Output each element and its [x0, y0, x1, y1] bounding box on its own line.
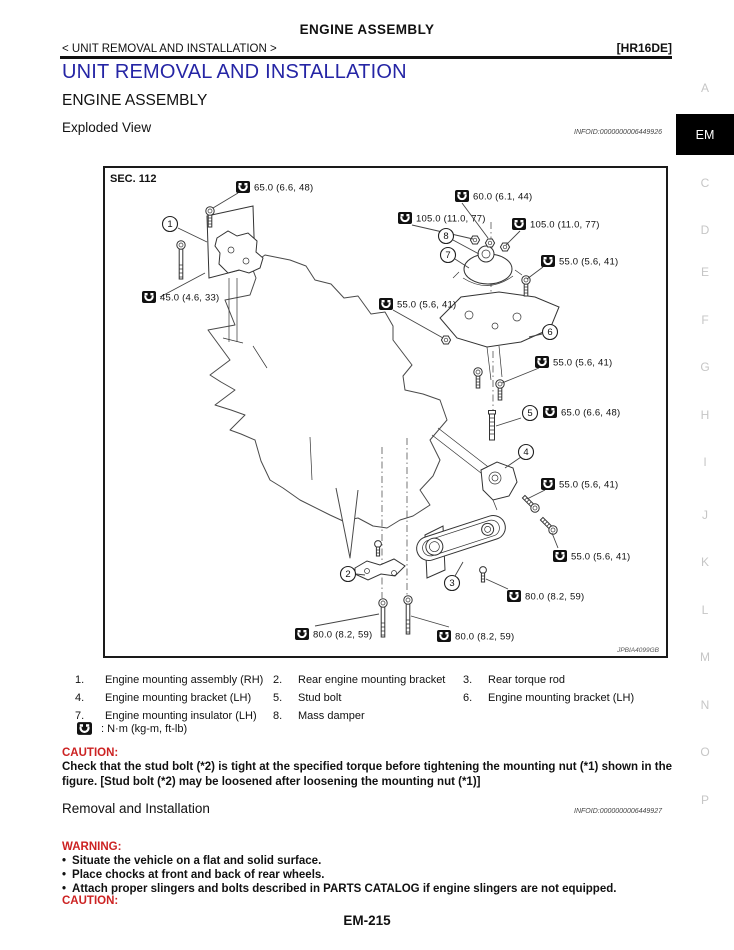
callout-4	[519, 445, 534, 460]
part-rear-bracket	[481, 462, 517, 510]
torque-spec-label	[295, 628, 372, 641]
torque-spec-label	[541, 478, 618, 491]
page-subtitle: ENGINE ASSEMBLY	[62, 92, 208, 109]
torque-spec-label	[507, 590, 584, 603]
section-tab-j: J	[702, 508, 708, 522]
callout-6	[543, 325, 558, 340]
callout-1	[163, 217, 178, 232]
infoid-removal: INFOID:0000000006449927	[574, 808, 662, 815]
nut	[441, 336, 450, 344]
torque-spec-label	[379, 298, 456, 311]
bullet-icon: •	[62, 855, 67, 867]
svg-text:65.0 (6.6, 48): 65.0 (6.6, 48)	[254, 182, 314, 194]
caution-body: Check that the stud bolt (*2) is tight at the specified torque before tightening the mounting nut (*1) shown in the figure. [Stud bolt (*2) may be loosened after loosening the mounting nut (*1)]	[62, 761, 672, 788]
warning-item: Situate the vehicle on a flat and solid surface.	[72, 855, 322, 867]
section-heading-removal: Removal and Installation	[62, 801, 210, 816]
part-num: 4.	[75, 692, 85, 704]
svg-text:105.0 (11.0, 77): 105.0 (11.0, 77)	[416, 213, 486, 225]
bolt	[539, 516, 559, 536]
bolt	[379, 599, 387, 637]
torque-spec-label	[236, 181, 313, 194]
svg-text:4: 4	[523, 447, 529, 458]
section-tab-f: F	[701, 313, 709, 327]
torque-spec-label	[541, 255, 618, 268]
torque-spec-label	[142, 291, 219, 304]
section-tab-m: M	[700, 650, 710, 664]
figure-sec-label: SEC. 112	[110, 173, 157, 185]
warning-item: Place chocks at front and back of rear wheels.	[72, 869, 325, 882]
part-num: 7.	[75, 710, 85, 722]
parts-list	[75, 674, 694, 723]
nut	[500, 243, 509, 251]
active-section-tab-em[interactable]: EM	[676, 114, 734, 155]
torque-spec-label	[455, 190, 532, 203]
part-name: Mass damper	[298, 710, 365, 722]
section-tab-l: L	[701, 603, 709, 617]
svg-text:65.0 (6.6, 48): 65.0 (6.6, 48)	[561, 407, 621, 419]
breadcrumb: < UNIT REMOVAL AND INSTALLATION >	[62, 43, 277, 55]
warning-block	[62, 840, 672, 897]
part-name: Engine mounting bracket (LH)	[488, 692, 635, 704]
part-name: Engine mounting insulator (LH)	[105, 710, 257, 722]
bullet-icon: •	[62, 883, 67, 896]
caution-block-1	[62, 746, 672, 790]
svg-text:45.0 (4.6, 33): 45.0 (4.6, 33)	[160, 292, 220, 304]
svg-text:3: 3	[449, 578, 455, 589]
stud	[375, 541, 382, 556]
caution-label: CAUTION:	[62, 747, 119, 759]
part-stud-bolt	[489, 411, 496, 441]
part-rear-torque-rod	[414, 512, 509, 563]
section-tab-e: E	[700, 265, 709, 279]
bullet-icon: •	[62, 869, 67, 882]
svg-text:7: 7	[445, 250, 451, 261]
svg-text:8: 8	[443, 231, 449, 242]
bolt	[474, 368, 482, 388]
section-tab-c: C	[700, 176, 710, 190]
section-tab-h: H	[700, 408, 710, 422]
part-num: 3.	[463, 674, 473, 686]
svg-text:2: 2	[345, 569, 351, 580]
section-tab-p: P	[700, 793, 709, 807]
warning-label: WARNING:	[62, 841, 122, 853]
svg-text:1: 1	[167, 219, 173, 230]
infoid-exploded-view: INFOID:0000000006449926	[574, 129, 662, 136]
warning-item: Attach proper slingers and bolts described in PARTS CATALOG if engine slingers are not equipped.	[72, 883, 617, 896]
callout-3	[445, 576, 460, 591]
section-tab-d: D	[700, 223, 710, 237]
torque-wrench-icon	[77, 722, 92, 735]
torque-legend	[77, 722, 187, 735]
engine-fin	[336, 488, 358, 558]
svg-text:6: 6	[547, 327, 553, 338]
part-name: Rear torque rod	[488, 674, 566, 686]
figure-id: JPBIA4099GB	[617, 647, 659, 654]
svg-text:55.0 (5.6, 41): 55.0 (5.6, 41)	[553, 357, 613, 369]
bolt	[177, 241, 185, 279]
exploded-view-svg	[103, 166, 668, 658]
section-tab-k: K	[700, 555, 709, 569]
svg-text:80.0 (8.2, 59): 80.0 (8.2, 59)	[455, 631, 515, 643]
svg-text:80.0 (8.2, 59): 80.0 (8.2, 59)	[525, 591, 585, 603]
part-rear-engine-mounting-bracket	[355, 559, 405, 580]
running-header-title: ENGINE ASSEMBLY	[299, 22, 435, 37]
part-name: Rear engine mounting bracket	[298, 674, 446, 686]
bolt	[404, 596, 412, 634]
torque-legend-text: : N·m (kg-m, ft-lb)	[101, 722, 188, 735]
engine-outline	[208, 255, 447, 528]
part-num: 5.	[273, 692, 283, 704]
bolt	[522, 276, 530, 296]
running-header-row	[62, 41, 672, 55]
section-tab-g: G	[700, 360, 710, 374]
section-tab-i: I	[703, 455, 707, 469]
part-name: Engine mounting assembly (RH)	[105, 674, 264, 686]
svg-text:55.0 (5.6, 41): 55.0 (5.6, 41)	[559, 479, 619, 491]
section-tab-o: O	[700, 745, 710, 759]
header-rule	[60, 56, 672, 59]
callout-7	[441, 248, 456, 263]
svg-text:80.0 (8.2, 59): 80.0 (8.2, 59)	[313, 629, 373, 641]
nut	[485, 239, 494, 247]
caution-label-2: CAUTION:	[62, 895, 119, 907]
part-num: 1.	[75, 674, 85, 686]
torque-spec-label	[437, 630, 514, 643]
svg-text:55.0 (5.6, 41): 55.0 (5.6, 41)	[571, 551, 631, 563]
part-num: 2.	[273, 674, 283, 686]
callout-5	[523, 406, 538, 421]
part-num: 6.	[463, 692, 473, 704]
svg-text:105.0 (11.0, 77): 105.0 (11.0, 77)	[530, 219, 600, 231]
callout-2	[341, 567, 356, 582]
stud	[480, 567, 487, 582]
callout-8	[439, 229, 454, 244]
nut	[470, 236, 479, 244]
page-title: UNIT REMOVAL AND INSTALLATION	[62, 61, 407, 83]
svg-text:5: 5	[527, 408, 533, 419]
torque-spec-label	[512, 218, 600, 231]
part-name: Engine mounting bracket (LH)	[105, 692, 252, 704]
svg-text:55.0 (5.6, 41): 55.0 (5.6, 41)	[397, 299, 457, 311]
section-tab-n: N	[700, 698, 710, 712]
svg-text:60.0 (6.1, 44): 60.0 (6.1, 44)	[473, 191, 533, 203]
part-num: 8.	[273, 710, 283, 722]
svg-text:55.0 (5.6, 41): 55.0 (5.6, 41)	[559, 256, 619, 268]
section-heading-exploded-view: Exploded View	[62, 120, 152, 135]
torque-spec-label	[553, 550, 630, 563]
section-tab-a: A	[700, 81, 709, 95]
torque-spec-label	[398, 212, 486, 225]
exploded-view-figure	[103, 166, 668, 663]
part-engine-mounting-insulator-lh	[453, 246, 522, 286]
torque-spec-label	[535, 356, 612, 369]
part-name: Stud bolt	[298, 692, 342, 704]
engine-code-badge: [HR16DE]	[616, 41, 672, 55]
page-number: EM-215	[343, 913, 391, 928]
torque-spec-label	[543, 406, 620, 419]
